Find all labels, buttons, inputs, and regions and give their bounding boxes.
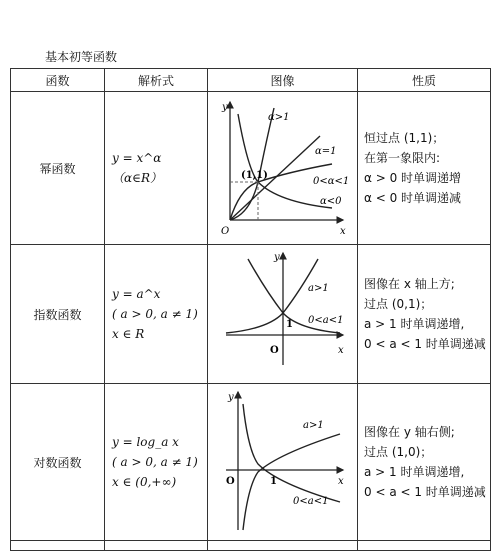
header-function: 函数 xyxy=(11,69,105,92)
page-title: 基本初等函数 xyxy=(45,50,118,64)
row-props-exponential xyxy=(358,245,491,384)
origin-label: O xyxy=(226,476,235,487)
prop-line: 过点 (0,1)； xyxy=(364,297,433,311)
formula-line: ( a > 0, a ≠ 1) xyxy=(112,307,198,321)
prop-line: 图像在 x 轴上方; xyxy=(364,277,455,291)
axis-label-y: y xyxy=(228,392,234,403)
header-formula: 解析式 xyxy=(105,69,208,92)
exponential-function-graph xyxy=(208,245,358,379)
axis-label-x: x xyxy=(338,476,344,487)
row-formula-logarithmic xyxy=(105,384,208,541)
prop-line: 过点 (1,0)； xyxy=(364,445,433,459)
formula-line: y = a^x xyxy=(112,287,161,301)
prop-line: α > 0 时单调递增 xyxy=(364,171,462,185)
curve-label: α=1 xyxy=(315,146,337,157)
prop-line: 0 < a < 1 时单调递减 xyxy=(364,337,486,351)
table-row xyxy=(11,384,491,541)
prop-line: 在第一象限内: xyxy=(364,151,441,165)
point-label: (1,1) xyxy=(241,170,268,181)
row-name-exponential: 指数函数 xyxy=(11,245,105,384)
table-row xyxy=(11,92,491,245)
axis-label-x: x xyxy=(340,226,346,237)
axis-label-y: y xyxy=(222,102,228,113)
prop-line: a > 1 时单调递增, xyxy=(364,317,465,331)
formula-line: y = log_a x xyxy=(112,435,179,449)
table-row xyxy=(11,245,491,384)
prop-line: 图像在 y 轴右侧; xyxy=(364,425,455,439)
point-label: 1 xyxy=(270,476,277,487)
formula-line: y = x^α （α∈R） xyxy=(112,151,163,185)
row-formula-power xyxy=(105,92,208,245)
functions-table xyxy=(10,68,491,551)
table-header-row xyxy=(11,69,491,92)
origin-label: O xyxy=(221,226,230,237)
axis-label-y: y xyxy=(274,252,280,263)
row-name-power: 幂函数 xyxy=(11,92,105,245)
curve-label: a>1 xyxy=(308,283,329,294)
axis-label-x: x xyxy=(338,345,344,356)
curve-label: a>1 xyxy=(303,420,324,431)
curve-label: 0<a<1 xyxy=(293,496,329,507)
formula-line: x ∈ (0,+∞) xyxy=(112,475,177,489)
table-row-partial xyxy=(11,541,491,551)
curve-label: 0<a<1 xyxy=(308,315,344,326)
curve-a-lt-1 xyxy=(243,404,340,502)
row-props-power xyxy=(358,92,491,245)
power-function-graph xyxy=(208,92,358,240)
formula-line: x ∈ R xyxy=(112,327,145,341)
header-graph: 图像 xyxy=(208,69,358,92)
row-graph-logarithmic xyxy=(208,384,358,541)
row-name-logarithmic: 对数函数 xyxy=(11,384,105,541)
row-graph-exponential xyxy=(208,245,358,384)
origin-label: O xyxy=(270,345,279,356)
row-graph-power xyxy=(208,92,358,245)
curve-label: 0<α<1 xyxy=(313,176,350,187)
prop-line: α < 0 时单调递减 xyxy=(364,191,462,205)
row-props-logarithmic xyxy=(358,384,491,541)
prop-line: 恒过点 (1,1)； xyxy=(364,131,445,145)
prop-line: a > 1 时单调递增, xyxy=(364,465,465,479)
curve-a-gt-1 xyxy=(226,259,318,333)
row-formula-exponential xyxy=(105,245,208,384)
header-properties: 性质 xyxy=(358,69,491,92)
curve-label: α>1 xyxy=(268,112,290,123)
curve-a-gt-1 xyxy=(243,434,340,530)
logarithmic-function-graph xyxy=(208,384,358,536)
formula-line: ( a > 0, a ≠ 1) xyxy=(112,455,198,469)
point-label: 1 xyxy=(286,319,293,330)
curve-alpha-lt-0 xyxy=(238,114,332,208)
prop-line: 0 < a < 1 时单调递减 xyxy=(364,485,486,499)
curve-label: α<0 xyxy=(320,196,342,207)
